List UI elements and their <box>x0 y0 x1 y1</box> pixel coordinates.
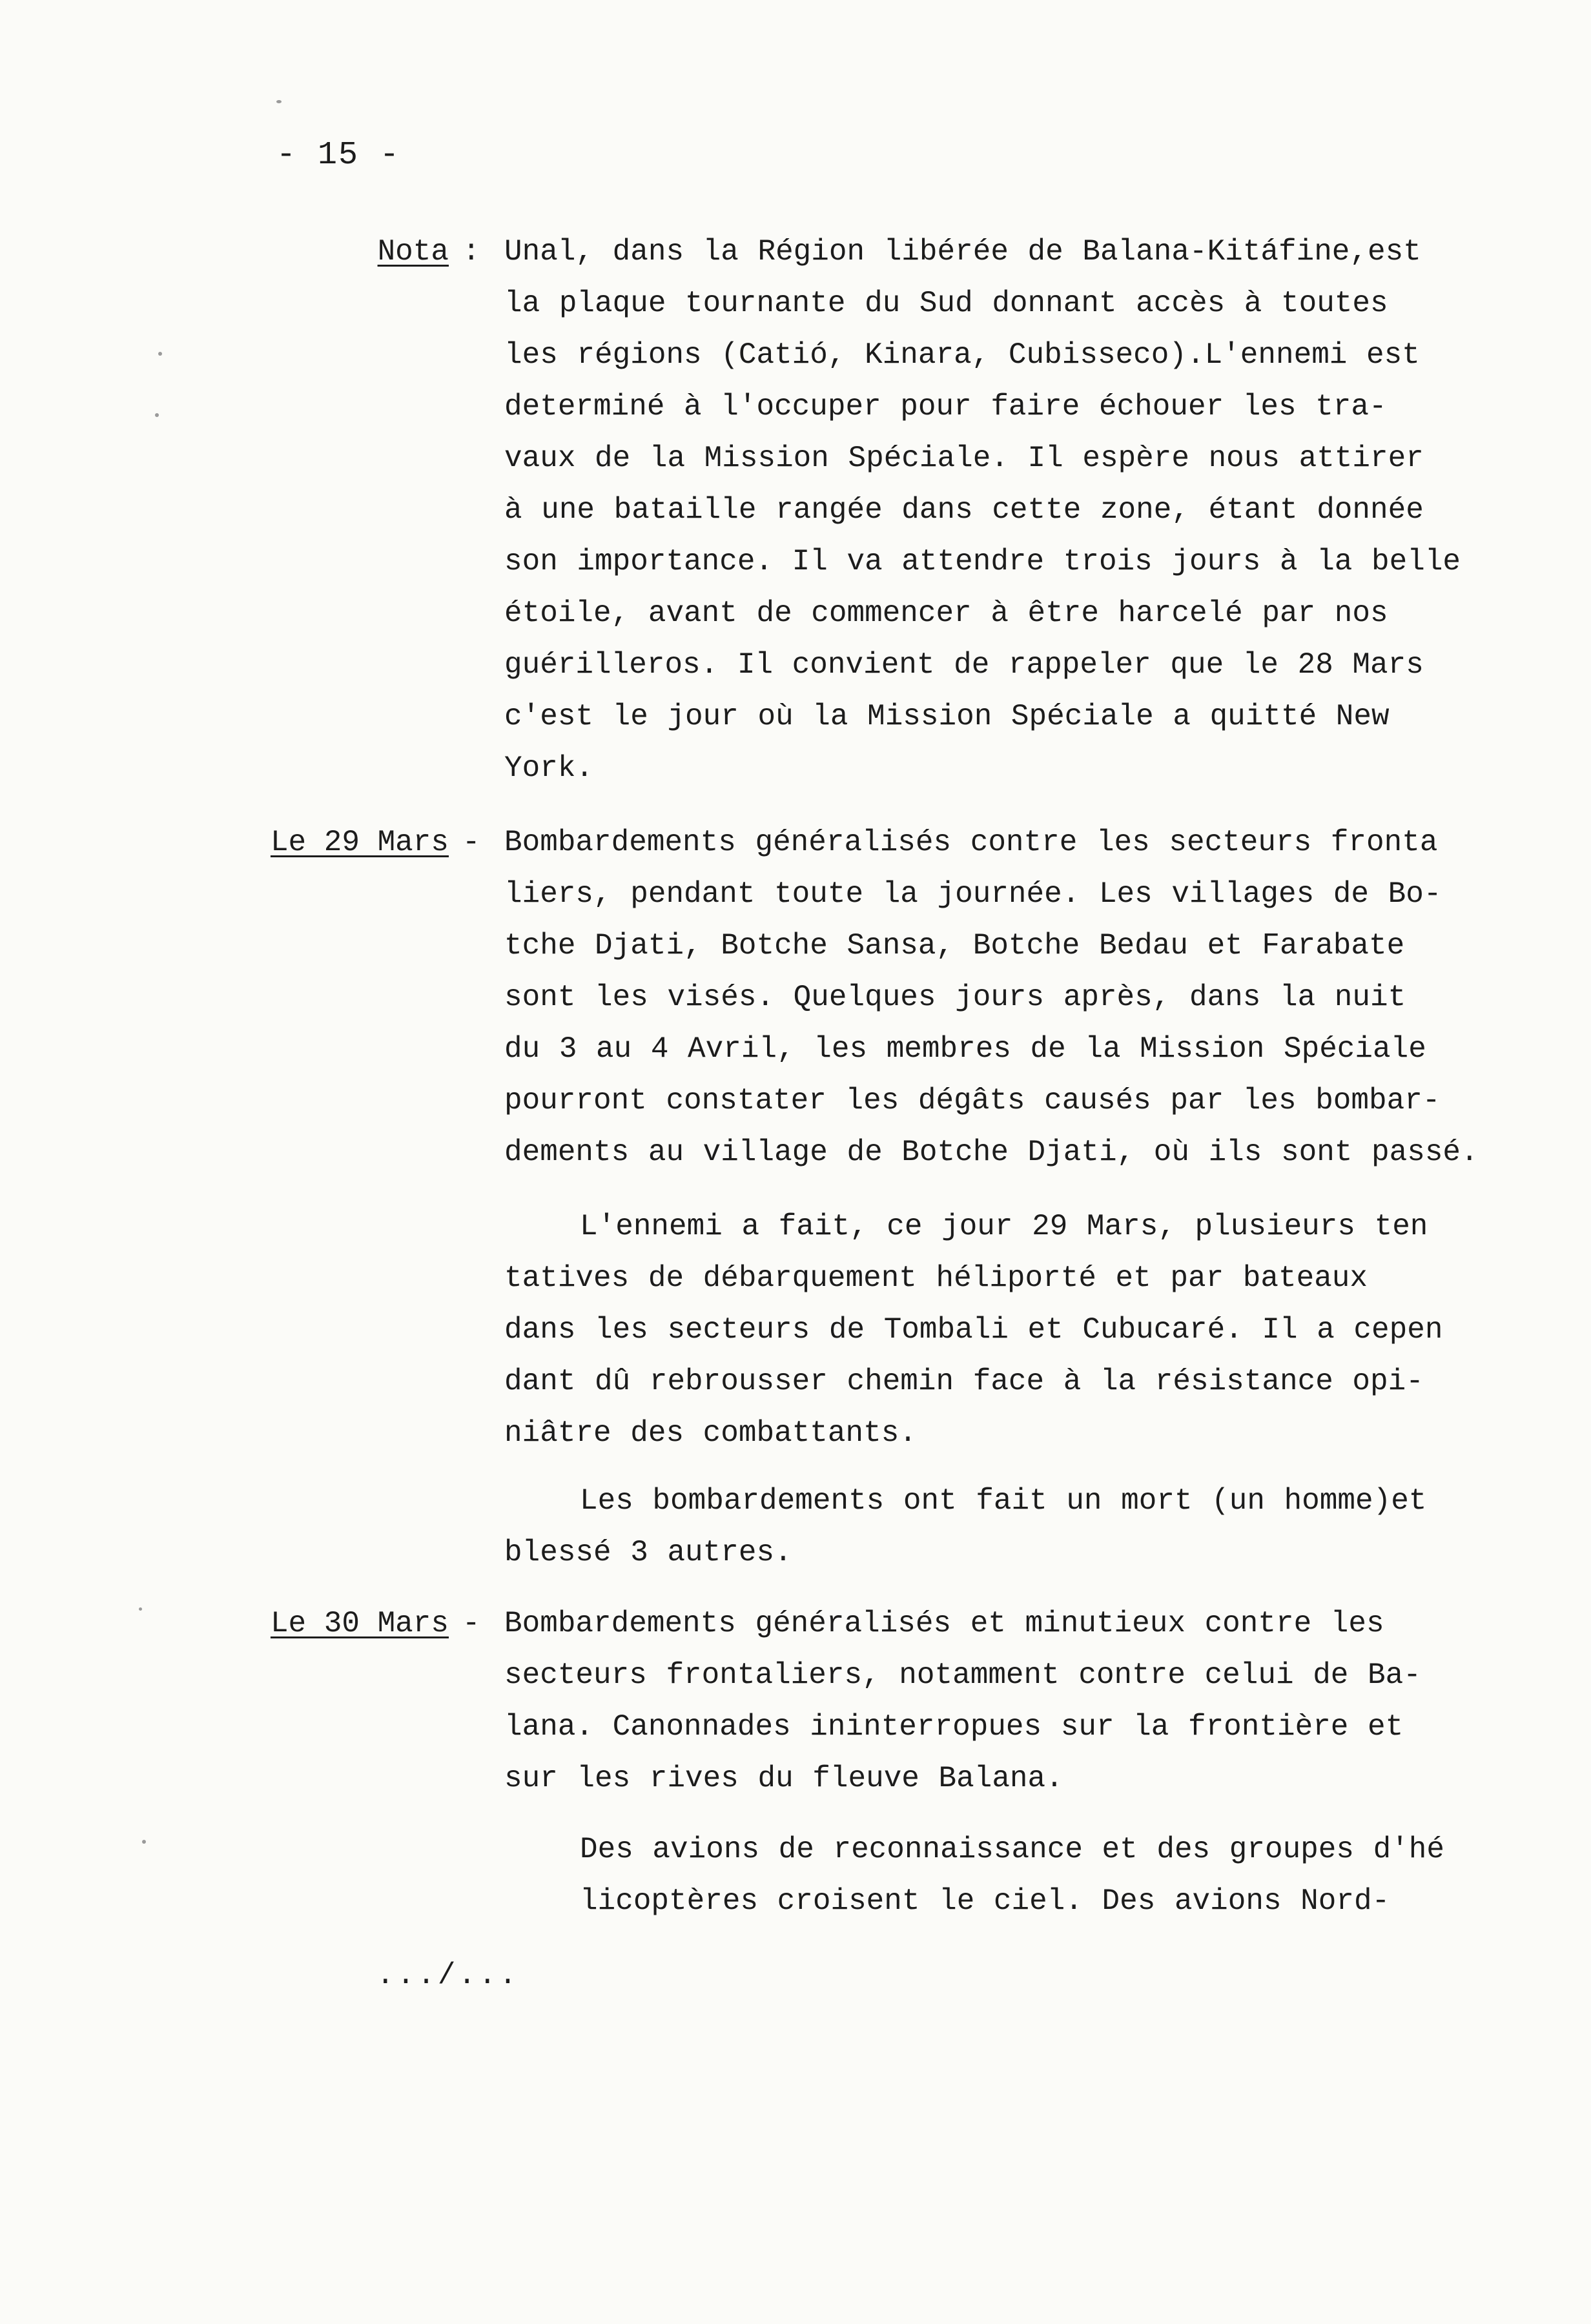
text-line: Des avions de reconnaissance et des groupes d'hé <box>580 1833 1445 1866</box>
date-separator: - <box>462 1607 480 1640</box>
text-line: la plaque tournante du Sud donnant accès à toutes <box>504 287 1388 320</box>
date-label-text: Le 30 Mars <box>270 1607 449 1640</box>
scan-speck <box>276 100 282 103</box>
date-label-text: Le 29 Mars <box>270 826 449 859</box>
text-line: dans les secteurs de Tombali et Cubucaré. Il a cepen <box>504 1313 1443 1347</box>
text-line: licoptères croisent le ciel. Des avions Nord- <box>580 1884 1390 1918</box>
nota-label-text: Nota <box>377 235 449 269</box>
text-line: niâtre des combattants. <box>504 1416 917 1450</box>
text-line: les régions (Catió, Kinara, Cubisseco).L'ennemi est <box>504 338 1420 372</box>
text-line: sont les visés. Quelques jours après, dans la nuit <box>504 981 1406 1014</box>
page-number: - 15 - <box>276 137 401 174</box>
text-line: L'ennemi a fait, ce jour 29 Mars, plusieurs ten <box>580 1210 1428 1243</box>
date-separator: - <box>462 826 480 859</box>
text-line: Bombardements généralisés contre les secteurs fronta <box>504 826 1438 859</box>
nota-label <box>255 226 449 278</box>
text-line: tche Djati, Botche Sansa, Botche Bedau et Farabate <box>504 929 1405 963</box>
text-line: dements au village de Botche Djati, où ils sont passé. <box>504 1136 1479 1169</box>
text-line: vaux de la Mission Spéciale. Il espère nous attirer <box>504 442 1424 475</box>
scan-speck <box>142 1840 146 1844</box>
text-line: son importance. Il va attendre trois jours à la belle <box>504 545 1461 578</box>
text-line: pourront constater les dégâts causés par les bombar- <box>504 1084 1441 1117</box>
text-line: Les bombardements ont fait un mort (un homme)et <box>580 1484 1427 1518</box>
text-line: du 3 au 4 Avril, les membres de la Mission Spéciale <box>504 1032 1426 1066</box>
text-line: guérilleros. Il convient de rappeler que le 28 Mars <box>504 648 1424 682</box>
text-line: liers, pendant toute la journée. Les villages de Bo- <box>504 877 1442 911</box>
nota-separator: : <box>462 235 480 269</box>
text-line: Unal, dans la Région libérée de Balana-Kitáfine,est <box>504 235 1421 269</box>
date-label-29-mars <box>255 817 449 868</box>
text-line: sur les rives du fleuve Balana. <box>504 1762 1063 1795</box>
text-line: determiné à l'occuper pour faire échouer les tra- <box>504 390 1387 423</box>
text-line: blessé 3 autres. <box>504 1536 792 1569</box>
text-line: tatives de débarquement héliporté et par bateaux <box>504 1261 1368 1295</box>
text-line: dant dû rebrousser chemin face à la résistance opi- <box>504 1365 1424 1398</box>
continuation-marker: .../... <box>376 1959 520 1992</box>
text-line: lana. Canonnades ininterropues sur la frontière et <box>504 1710 1404 1744</box>
text-line: York. <box>504 751 594 785</box>
text-line: c'est le jour où la Mission Spéciale a quitté New <box>504 700 1390 733</box>
text-line: étoile, avant de commencer à être harcelé par nos <box>504 596 1388 630</box>
text-line: à une bataille rangée dans cette zone, étant donnée <box>504 493 1424 527</box>
scan-speck <box>158 352 162 356</box>
date-label-30-mars <box>255 1598 449 1649</box>
text-line: Bombardements généralisés et minutieux contre les <box>504 1607 1384 1640</box>
scan-speck <box>139 1607 142 1611</box>
text-line: secteurs frontaliers, notamment contre celui de Ba- <box>504 1658 1421 1692</box>
scan-speck <box>155 413 159 417</box>
